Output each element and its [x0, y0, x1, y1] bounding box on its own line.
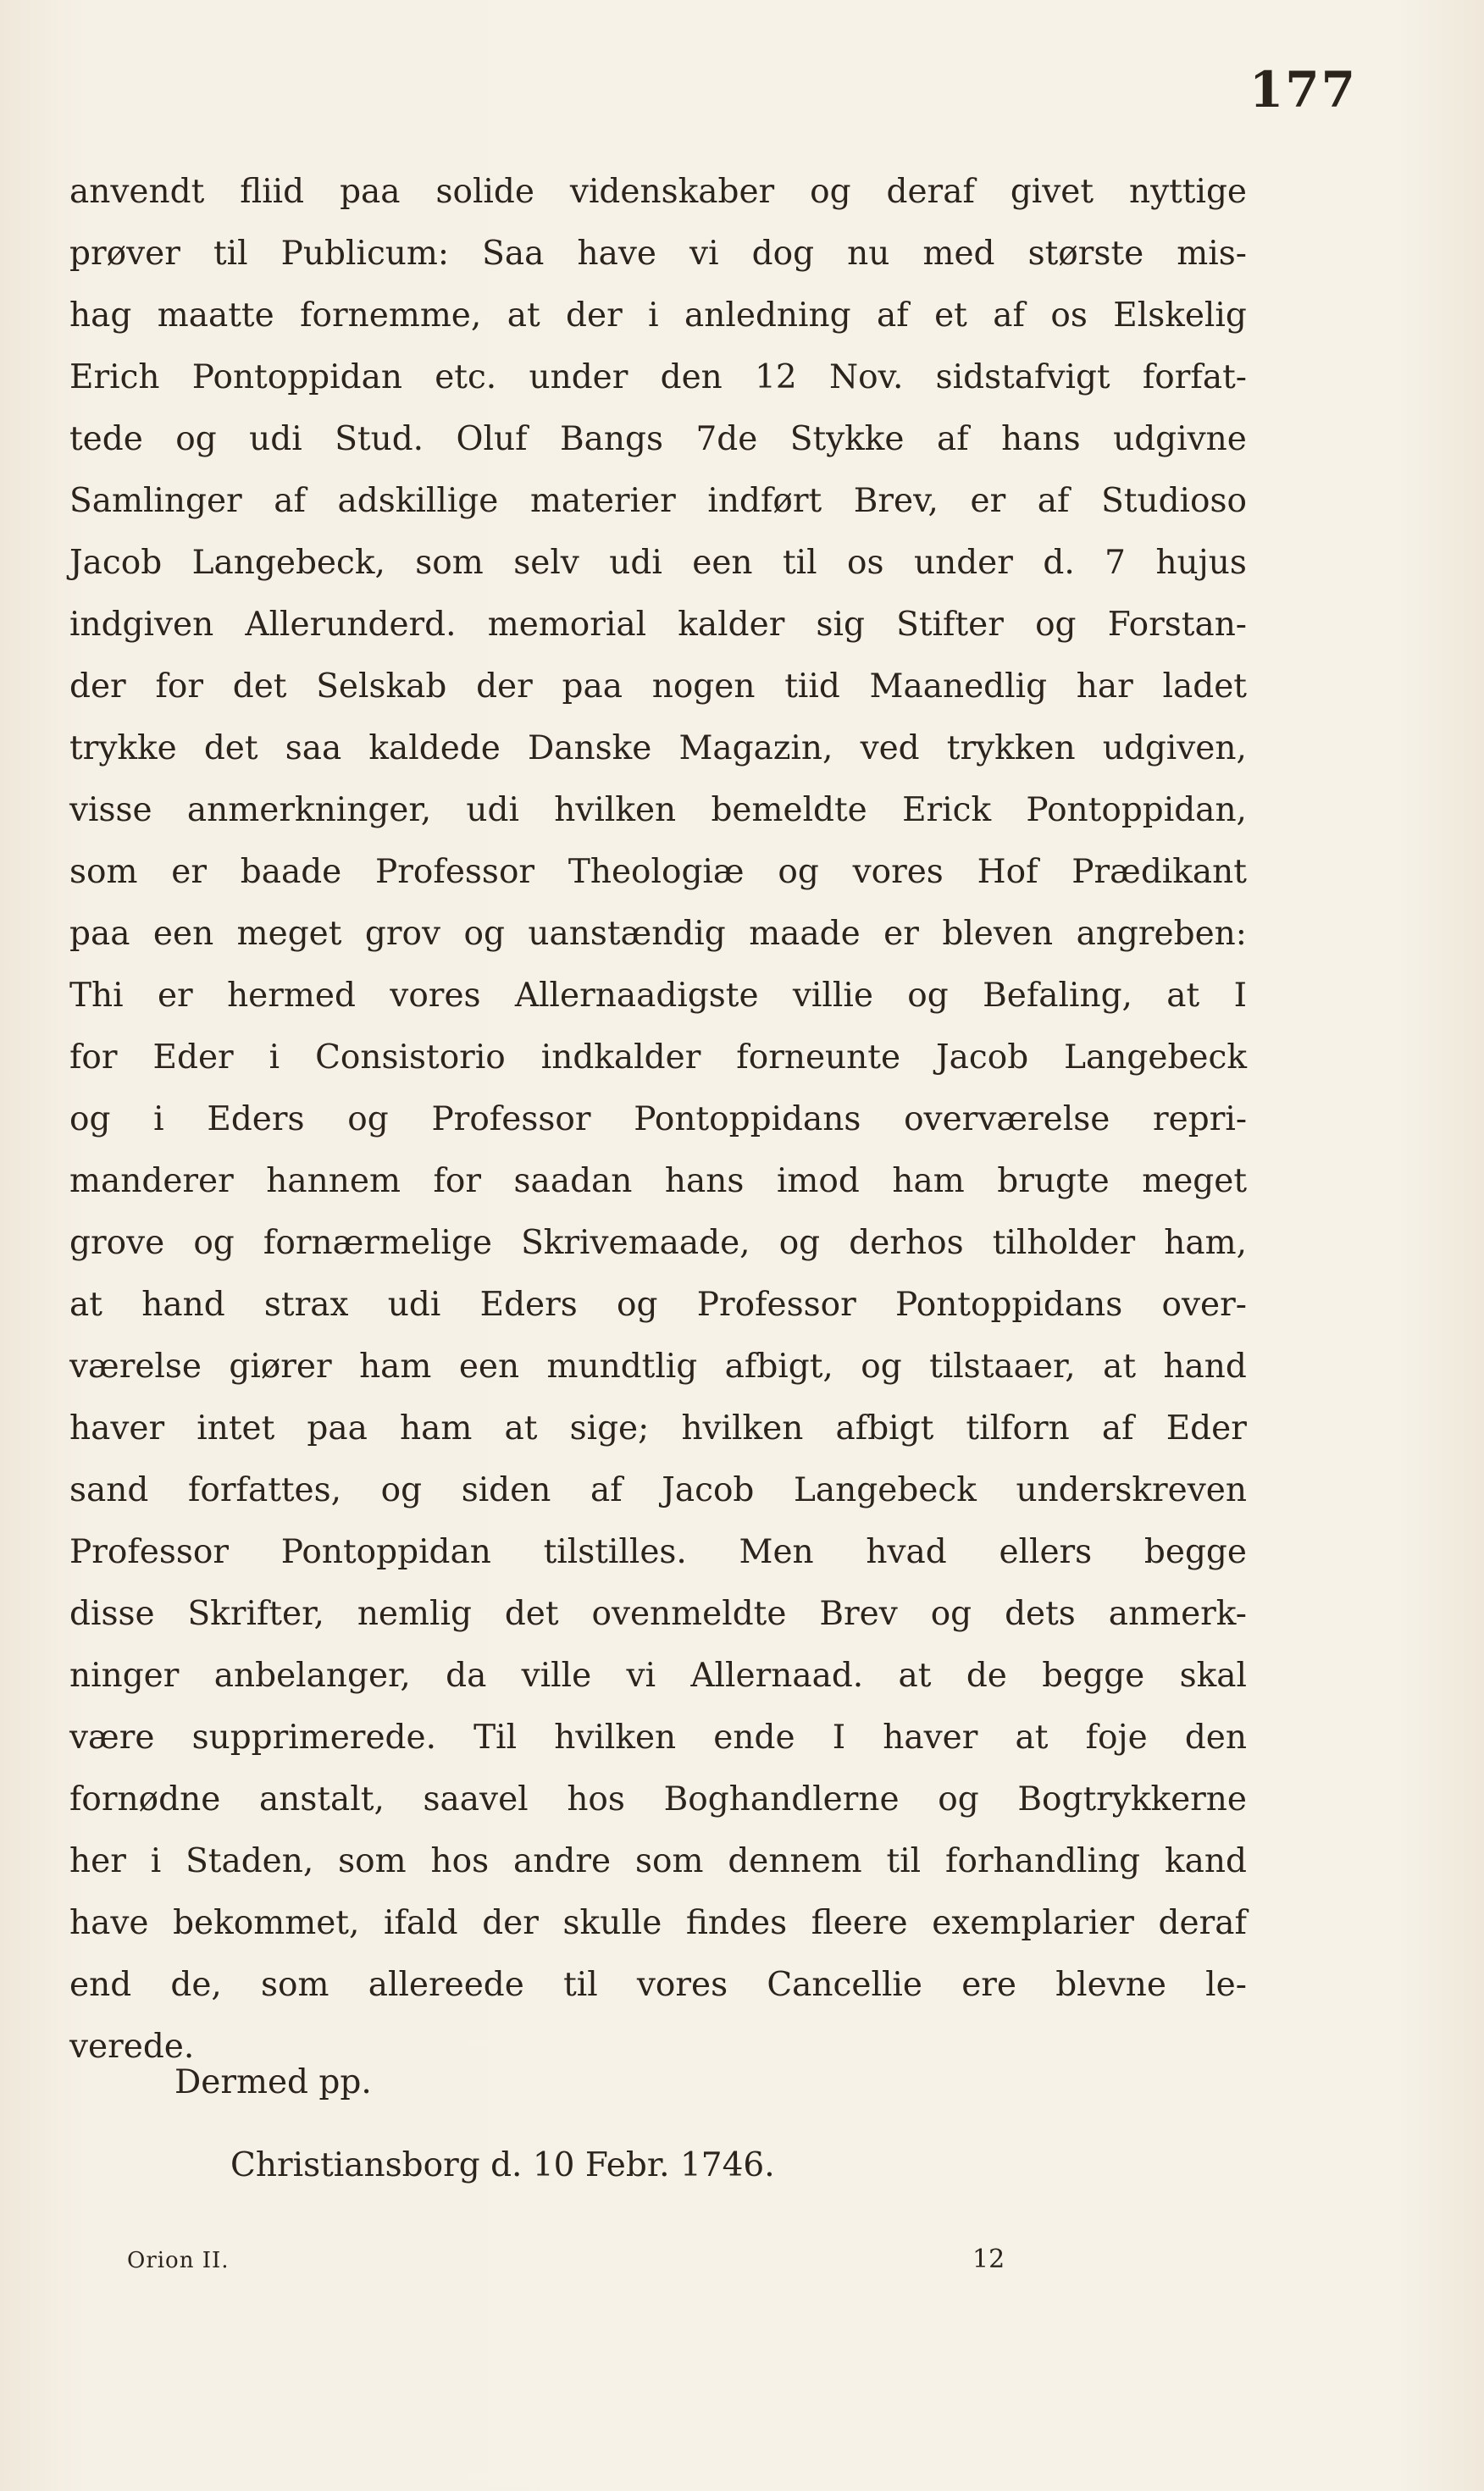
text-line: her i Staden, som hos andre som dennem til forhandling kand — [69, 1842, 1247, 1880]
text-line: Thi er hermed vores Allernaadigste villie og Befaling, at I — [69, 977, 1247, 1015]
text-line: Samlinger af adskillige materier indført Brev, er af Studioso — [69, 482, 1247, 520]
text-line: indgiven Allerunderd. memorial kalder sig Stifter og Forstan- — [69, 606, 1247, 644]
text-line: manderer hannem for saadan hans imod ham brugte meget — [69, 1162, 1247, 1200]
text-line: visse anmerkninger, udi hvilken bemeldte Erick Pontoppidan, — [69, 791, 1247, 829]
text-line: sand forfattes, og siden af Jacob Langebeck underskreven — [69, 1471, 1247, 1509]
text-line: end de, som allereede til vores Cancellie ere blevne le- — [69, 1966, 1247, 2004]
text-line: at hand strax udi Eders og Professor Pontoppidans over- — [69, 1286, 1247, 1324]
text-line: Erich Pontoppidan etc. under den 12 Nov. sidstafvigt forfat- — [69, 358, 1247, 396]
text-line: anvendt fliid paa solide videnskaber og deraf givet nyttige — [69, 173, 1247, 211]
text-line: grove og fornærmelige Skrivemaade, og derhos tilholder ham, — [69, 1224, 1247, 1262]
text-line: som er baade Professor Theologiæ og vores Hof Prædikant — [69, 853, 1247, 891]
text-line: værelse giører ham een mundtlig afbigt, og tilstaaer, at hand — [69, 1348, 1247, 1386]
text-line: Jacob Langebeck, som selv udi een til os under d. 7 hujus — [69, 544, 1247, 582]
text-line: og i Eders og Professor Pontoppidans overværelse repri- — [69, 1100, 1247, 1138]
text-line: fornødne anstalt, saavel hos Boghandlerne og Bogtrykkerne — [69, 1780, 1247, 1818]
text-line: hag maatte fornemme, at der i anledning af et af os Elskelig — [69, 296, 1247, 335]
text-line: verede. — [69, 2028, 195, 2066]
text-line: Professor Pontoppidan tilstilles. Men hvad ellers begge — [69, 1533, 1247, 1571]
text-line: ninger anbelanger, da ville vi Allernaad. at de begge skal — [69, 1657, 1247, 1695]
text-line: tede og udi Stud. Oluf Bangs 7de Stykke af hans udgivne — [69, 420, 1247, 458]
signature-mark: Orion II. — [127, 2248, 230, 2273]
text-line: have bekommet, ifald der skulle findes fleere exemplarier deraf — [69, 1904, 1247, 1942]
gathering-number: 12 — [972, 2245, 1005, 2274]
text-line: paa een meget grov og uanstændig maade er bleven angreben: — [69, 915, 1247, 953]
text-line: haver intet paa ham at sige; hvilken afbigt tilforn af Eder — [69, 1409, 1247, 1448]
body-text — [69, 161, 1247, 2078]
page-number: 177 — [1249, 61, 1357, 119]
text-line: prøver til Publicum: Saa have vi dog nu med største mis- — [69, 235, 1247, 273]
text-line: der for det Selskab der paa nogen tiid Maanedlig har ladet — [69, 667, 1247, 706]
text-line: være supprimerede. Til hvilken ende I haver at foje den — [69, 1719, 1247, 1757]
text-line: for Eder i Consistorio indkalder forneunte Jacob Langebeck — [69, 1038, 1247, 1077]
text-line: disse Skrifter, nemlig det ovenmeldte Brev og dets anmerk- — [69, 1595, 1247, 1633]
place-date-line: Christiansborg d. 10 Febr. 1746. — [230, 2146, 775, 2184]
text-line: trykke det saa kaldede Danske Magazin, ved trykken udgiven, — [69, 729, 1247, 767]
closing-salutation: Dermed pp. — [174, 2063, 372, 2101]
